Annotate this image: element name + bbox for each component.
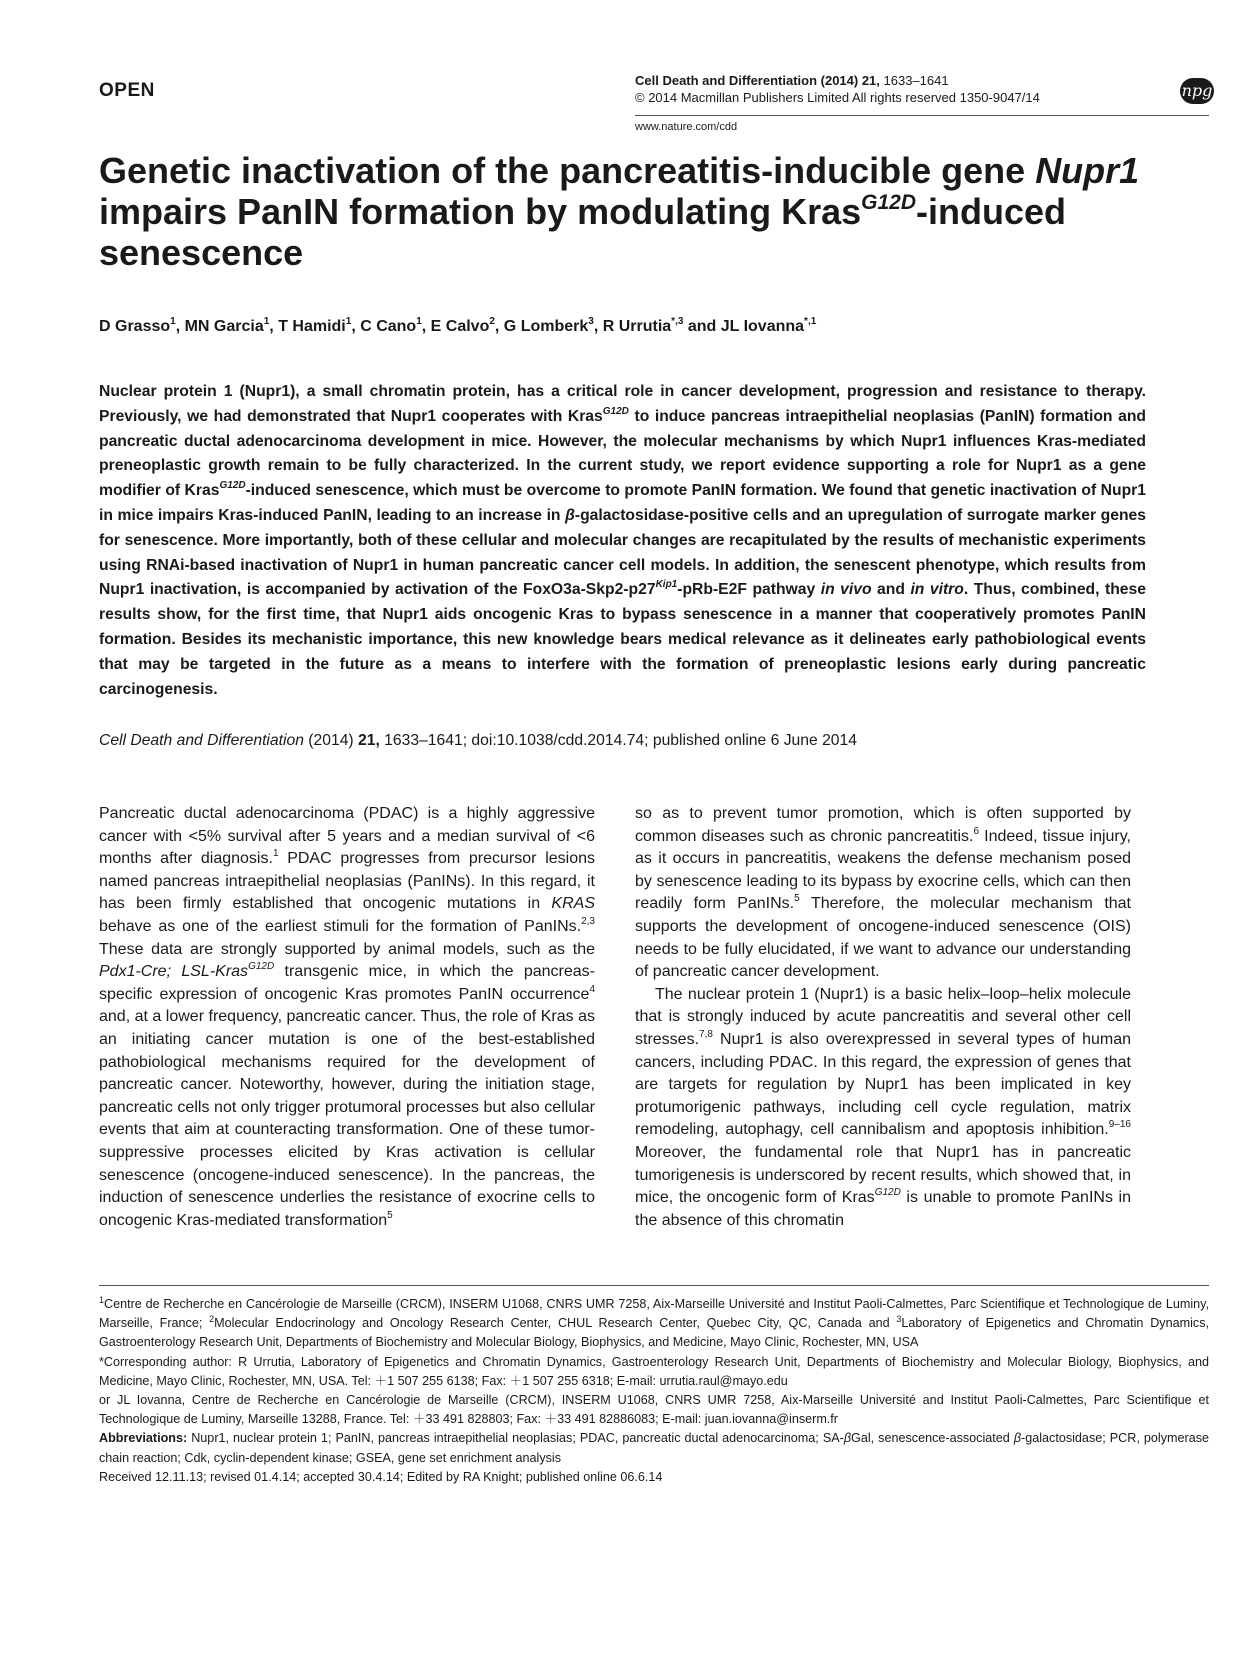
article-citation: Cell Death and Differentiation (2014) 21, 1633–1641; doi:10.1038/cdd.2014.74; published online 6 June 2014 <box>99 732 857 749</box>
body-paragraph: so as to prevent tumor promotion, which is often supported by common diseases such as chronic pancreatitis.$^6$ Indeed, tissue injury, as it occurs in pancreatitis, weakens the defense mechanism posed by senescence leading to its bypass by exocrine cells, which can then readily form PanINs.$^5$ Therefore, the molecular mechanism that supports the development of oncogene-induced senescence (OIS) needs to be fully elucidated, if we want to advance our understanding of pancreatic cancer development. <box>635 805 1132 981</box>
body-column-right <box>635 803 1131 1232</box>
title-text: Genetic inactivation of the pancreatitis-inducible gene <box>99 150 1036 191</box>
body-column-left <box>99 803 595 1232</box>
affiliations: $^1$Centre de Recherche en Cancérologie de Marseille (CRCM), INSERM U1068, CNRS UMR 7258, Aix-Marseille Université and Institut Paoli-Calmettes, Parc Scientifique et Technologique de Luminy, Marseille, France; $^2$Molecular Endocrinology and Oncology Research Center, CHUL Research Center, Quebec City, QC, Canada and $^3$Laboratory of Epigenetics and Chromatin Dynamics, Gastroenterology Research Unit, Departments of Biochemistry and Molecular Biology, Biophysics, and Medicine, Mayo Clinic, Rochester, MN, USA <box>99 1295 1209 1350</box>
author: JL Iovanna$^{*,1}$ <box>720 316 817 335</box>
npg-logo: npg <box>1180 78 1214 104</box>
abbreviations: Abbreviations: Nupr1, nuclear protein 1; PanIN, pancreas intraepithelial neoplasias; PDAC, pancreatic ductal adenocarcinoma; SA-βGal, senescence-associated β-galactosidase; PCR, polymerase chain reaction; Cdk, cyclin-dependent kinase; GSEA, gene set enrichment analysis <box>99 1431 1209 1465</box>
footnote-divider <box>99 1285 1209 1286</box>
author: R Urrutia$^{*,3}$ <box>602 316 684 335</box>
article-title <box>99 150 1149 273</box>
journal-citation-line <box>635 72 1040 89</box>
journal-name: Cell Death and Differentiation (2014) 21, <box>635 73 880 88</box>
corresponding-author: *Corresponding author: R Urrutia, Laboratory of Epigenetics and Chromatin Dynamics, Gastroenterology Research Unit, Departments of Biochemistry and Molecular Biology, Biophysics, and Medicine, Mayo Clinic, Rochester, MN, USA. Tel: ＋1 507 255 6138; Fax: ＋1 507 255 6318; E-mail: urrutia.raul@mayo.edu <box>99 1354 1209 1388</box>
author-list: D Grasso$^1$, MN Garcia$^1$, T Hamidi$^1$, C Cano$^1$, E Calvo$^2$, G Lomberk$^3$, R Urrutia$^{*,3}$ and JL Iovanna$^{*,1}$ <box>99 316 817 335</box>
title-gene: Nupr1 <box>1035 150 1140 191</box>
header-divider <box>635 115 1209 116</box>
author: D Grasso$^1$ <box>99 316 176 335</box>
abstract: Nuclear protein 1 (Nupr1), a small chromatin protein, has a critical role in cancer development, progression and resistance to therapy. Previously, we had demonstrated that Nupr1 cooperates with Kras$^{G12D}$ to induce pancreas intraepithelial neoplasias (PanIN) formation and pancreatic ductal adenocarcinoma development in mice. However, the molecular mechanisms by which Nupr1 influences Kras-mediated preneoplastic growth remain to be fully characterized. In the current study, we report evidence supporting a role for Nupr1 as a gene modifier of Kras$^{G12D}$-induced senescence, which must be overcome to promote PanIN formation. We found that genetic inactivation of Nupr1 in mice impairs Kras-induced PanIN, leading to an increase in β-galactosidase-positive cells and an upregulation of surrogate marker genes for senescence. More importantly, both of these cellular and molecular changes are recapitulated by the results of mechanistic experiments using RNAi-based inactivation of Nupr1 in human pancreatic cancer cell models. In addition, the senescent phenotype, which results from Nupr1 inactivation, is accompanied by activation of the $FoxO3a-Skp2-p27^{Kip1}-pRb-E2F$ pathway in vivo and in vitro. Thus, combined, these results show, for the first time, that Nupr1 aids oncogenic Kras to bypass senescence in a manner that cooperatively promotes PanIN formation. Besides its mechanistic importance, this new knowledge bears medical relevance as it delineates early pathobiological events that may be targeted in the future as a means to interfere with the formation of preneoplastic lesions early during pancreatic carcinogenesis. <box>99 383 1146 698</box>
open-access-label: OPEN <box>99 80 155 101</box>
body-paragraph: Pancreatic ductal adenocarcinoma (PDAC) is a highly aggressive cancer with <5% survival after 5 years and a median survival of <6 months after diagnosis.$^1$ PDAC progresses from precursor lesions named pancreas intraepithelial neoplasias (PanINs). In this regard, it has been firmly established that oncogenic mutations in KRAS behave as one of the earliest stimuli for the formation of PanINs.$^{2,3}$ These data are strongly supported by animal models, such as the Pdx1-Cre; LSL-Kras$^{G12D}$ transgenic mice, in which the pancreas-specific expression of oncogenic Kras promotes PanIN occurrence$^4$ and, at a lower frequency, pancreatic cancer. Thus, the role of Kras as an initiating cancer mutation is one of the best-established pathobiological mechanisms required for the development of pancreatic cancer. Noteworthy, however, during the initiation stage, pancreatic cells not only trigger protumoral processes but also cellular events that aim at counteracting transformation. One of these tumor-suppressive processes elicited by Kras activation is cellular senescence (oncogene-induced senescence). In the pancreas, the induction of senescence underlies the resistance of exocrine cells to oncogenic Kras-mediated transformation$^5$ <box>99 805 595 1229</box>
title-text: -induced senescence <box>99 191 1066 273</box>
copyright-line: © 2014 Macmillan Publishers Limited All rights reserved 1350-9047/14 <box>635 90 1040 105</box>
author: E Calvo$^2$ <box>430 316 495 335</box>
author: G Lomberk$^3$ <box>503 316 594 335</box>
corresponding-author: or JL Iovanna, Centre de Recherche en Cancérologie de Marseille (CRCM), INSERM U1068, CNRS UMR 7258, Aix-Marseille Université and Institut Paoli-Calmettes, Parc Scientifique et Technologique de Luminy, Marseille 13288, France. Tel: ＋33 491 828803; Fax: ＋33 491 82886083; E-mail: juan.iovanna@inserm.fr <box>99 1393 1209 1427</box>
journal-pages: 1633–1641 <box>883 73 949 88</box>
author: C Cano$^1$ <box>360 316 422 335</box>
journal-header <box>635 72 1040 106</box>
author: T Hamidi$^1$ <box>278 316 352 335</box>
author: MN Garcia$^1$ <box>184 316 270 335</box>
footnotes <box>99 1295 1209 1487</box>
journal-url-link[interactable]: www.nature.com/cdd <box>635 121 738 133</box>
title-superscript: G12D <box>861 191 916 214</box>
received-dates: Received 12.11.13; revised 01.4.14; accepted 30.4.14; Edited by RA Knight; published online 06.6.14 <box>99 1469 663 1484</box>
body-paragraph: The nuclear protein 1 (Nupr1) is a basic helix–loop–helix molecule that is strongly induced by acute pancreatitis and several other cell stresses.$^{7,8}$ Nupr1 is also overexpressed in several types of human cancers, including PDAC. In this regard, the expression of genes that are targets for regulation by Nupr1 has been implicated in key protumorigenic pathways, including cell cycle regulation, matrix remodeling, autophagy, cell cannibalism and apoptosis inhibition.$^{9-16}$ Moreover, the fundamental role that Nupr1 has in pancreatic tumorigenesis is underscored by recent results, which showed that, in mice, the oncogenic form of Kras$^{G12D}$ is unable to promote PanINs in the absence of this chromatin <box>635 985 1132 1229</box>
title-text: impairs PanIN formation by modulating Kras <box>99 191 862 232</box>
